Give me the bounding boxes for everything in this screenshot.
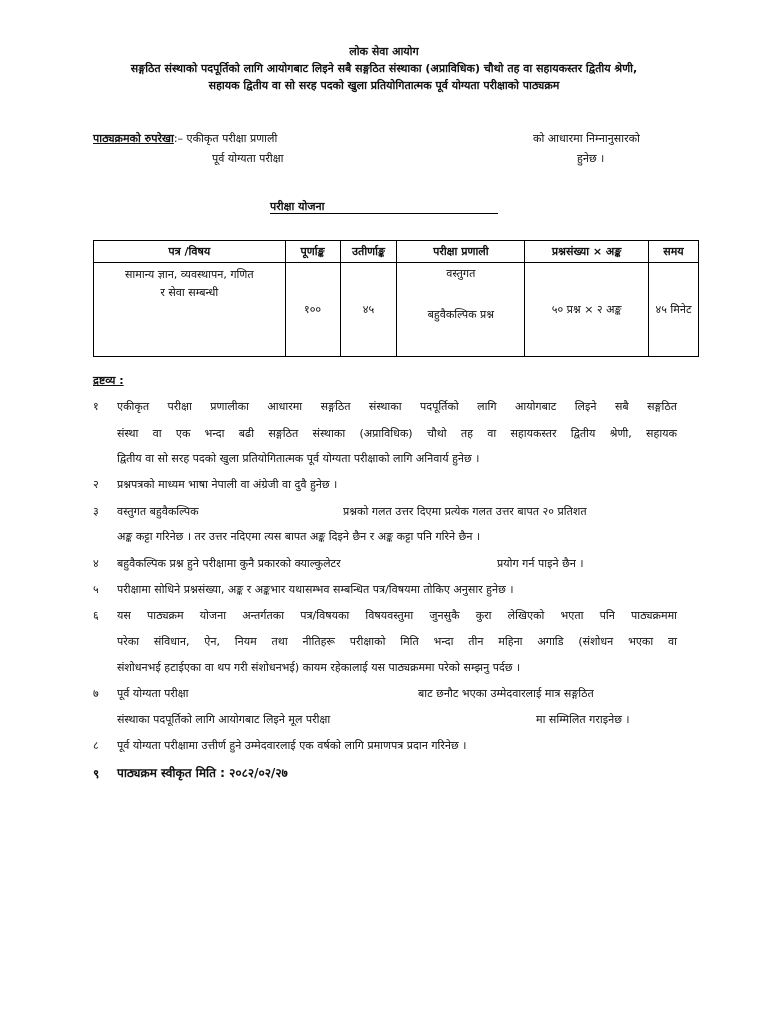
note-4-line-1a: बहुवैकल्पिक प्रश्न हुने परीक्षामा कुनै प्रकारको क्याल्कुलेटर <box>117 557 341 570</box>
outline-sub: पूर्व योग्यता परीक्षा <box>212 152 284 165</box>
note-number: ८ <box>93 739 99 752</box>
col-header-pass-marks: उतीर्णाङ्क <box>340 241 397 263</box>
table-header-row <box>94 241 699 263</box>
org-title: लोक सेवा आयोग <box>349 45 419 58</box>
col-header-questions: प्रश्नसंख्या × अङ्क <box>525 241 649 263</box>
cell-exam-system <box>397 263 525 357</box>
cell-subject <box>94 263 286 357</box>
note-1-line-3: द्वितीय वा सो सरह पदको खुला प्रतियोगितात्मक पूर्व योग्यता परीक्षाको लागि अनिवार्य हुनेछ । <box>117 452 480 465</box>
note-6-line-3: संशोधनभई हटाईएका वा थप गरी संशोधनभई) कायम रहेकालाई यस पाठ्यक्रममा परेको सम्झनु पर्दछ । <box>117 661 521 674</box>
note-1-line-1: एकीकृत परीक्षा प्रणालीका आधारमा सङ्गठित संस्थाका पदपूर्तिको लागि आयोगबाट लिइने सबै सङ्गठित <box>117 400 677 413</box>
system-line-2: बहुवैकल्पिक प्रश्न <box>427 308 495 321</box>
note-number: ४ <box>93 557 99 570</box>
notes-heading: द्रष्टव्य : <box>93 374 124 387</box>
note-7-line-1a: पूर्व योग्यता परीक्षा <box>117 687 189 700</box>
note-number: ७ <box>93 687 99 700</box>
note-number: १ <box>93 400 99 413</box>
note-number: ५ <box>93 583 99 596</box>
approval-date: पाठ्यक्रम स्वीकृत मिति : २०८२/०२/२७ <box>117 766 288 780</box>
note-5-line-1: परीक्षामा सोधिने प्रश्नसंख्या, अङ्क र अङ्कभार यथासम्भव सम्बन्धित पत्र/विषयमा तोकिए अनुसार हुनेछ । <box>117 583 514 596</box>
outline-right-1: को आधारमा निम्नानुसारको <box>533 132 640 145</box>
note-3-line-1a: वस्तुगत बहुवैकल्पिक <box>117 505 199 518</box>
cell-full-marks: १०० <box>285 263 340 357</box>
cell-pass-marks: ४५ <box>340 263 397 357</box>
col-header-time: समय <box>649 241 699 263</box>
note-6-line-1: यस पाठ्यक्रम योजना अन्तर्गतका पत्र/विषयका विषयवस्तुमा जुनसुकै कुरा लेखिएको भएता पनि पाठ्यक्रममा <box>117 609 677 622</box>
outline-label: पाठ्यक्रमको रुपरेखा <box>93 132 174 145</box>
note-7-line-2b: मा सम्मिलित गराइनेछ । <box>536 713 630 726</box>
outline-row <box>93 131 277 147</box>
col-header-exam-system: परीक्षा प्रणाली <box>397 241 525 263</box>
note-8-line-1: पूर्व योग्यता परीक्षामा उत्तीर्ण हुने उम्मेदवारलाई एक वर्षको लागि प्रमाणपत्र प्रदान गरिनेछ । <box>117 739 467 752</box>
note-number: ९ <box>93 767 100 781</box>
plan-title: परीक्षा योजना <box>270 200 325 213</box>
note-number: ६ <box>93 609 99 622</box>
col-header-subject: पत्र /विषय <box>94 241 286 263</box>
cell-questions: ५० प्रश्न × २ अङ्क <box>525 263 649 357</box>
note-number: २ <box>93 478 99 491</box>
system-line-1: वस्तुगत <box>446 267 476 280</box>
cell-time: ४५ मिनेट <box>649 263 699 357</box>
plan-title-underline <box>270 213 498 214</box>
outline-right-2: हुनेछ । <box>577 152 605 165</box>
subject-line-1: सामान्य ज्ञान, व्यवस्थापन, गणित <box>124 268 254 281</box>
header-line-3: सहायक द्वितीय वा सो सरह पदको खुला प्रतियोगितात्मक पूर्व योग्यता परीक्षाको पाठ्यक्रम <box>208 79 560 92</box>
note-2-line-1: प्रश्नपत्रको माध्यम भाषा नेपाली वा अंग्रेजी वा दुवै हुनेछ । <box>117 478 338 491</box>
exam-plan-table <box>93 240 699 357</box>
note-7-line-1b: बाट छनौट भएका उम्मेदवारलाई मात्र सङ्गठित <box>418 687 594 700</box>
col-header-full-marks: पूर्णाङ्क <box>285 241 340 263</box>
note-number: ३ <box>93 505 99 518</box>
note-3-line-2: अङ्क कट्टा गरिनेछ । तर उत्तर नदिएमा त्यस बापत अङ्क दिइने छैन र अङ्क कट्टा पनि गरिने छैन । <box>117 530 481 543</box>
note-1-line-2: संस्था वा एक भन्दा बढी सङ्गठित संस्थाका (अप्राविधिक) चौथो तह वा सहायकस्तर द्वितीय श्रेणी, सहायक <box>117 427 677 440</box>
note-3-line-1b: प्रश्नको गलत उत्तर दिएमा प्रत्येक गलत उत्तर बापत २० प्रतिशत <box>343 505 587 518</box>
note-6-line-2: परेका संविधान, ऐन, नियम तथा नीतिहरू परीक्षाको मिति भन्दा तीन महिना अगाडि (संशोधन भएका वा <box>117 635 677 648</box>
header-line-2: सङ्गठित संस्थाको पदपूर्तिको लागि आयोगबाट लिइने सबै सङ्गठित संस्थाका (अप्राविधिक) चौथो तह वा सहायकस्तर द्वितीय श्रेणी, <box>130 62 638 75</box>
table-row <box>94 263 699 357</box>
note-4-line-1b: प्रयोग गर्न पाइने छैन । <box>497 557 584 570</box>
note-7-line-2a: संस्थाका पदपूर्तिको लागि आयोगबाट लिइने मूल परीक्षा <box>117 713 331 726</box>
outline-system: :– एकीकृत परीक्षा प्रणाली <box>173 132 278 145</box>
subject-line-2: र सेवा सम्बन्धी <box>160 286 219 299</box>
